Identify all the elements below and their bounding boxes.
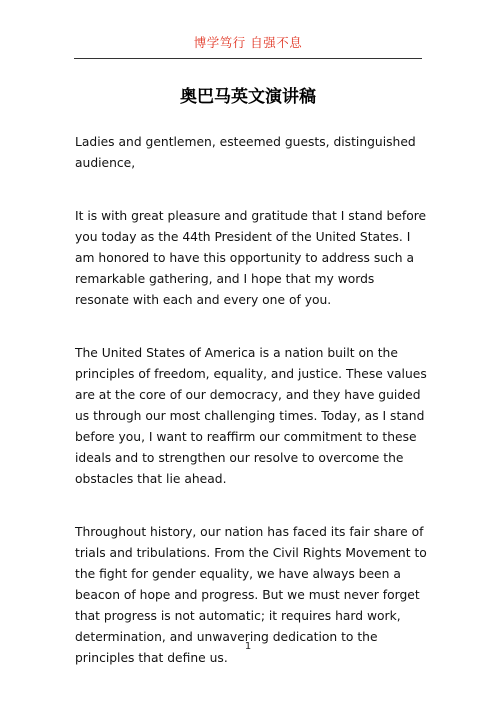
paragraph-values: The United States of America is a nation built on the principles of freedom, equality, and justice. These values are at the core of our democracy, and they have guided us through our most challenging times. Today, as I stand before you, I want to reaffirm our commitment to these ideals and to strengthen our resolve to overcome the obstacles that lie ahead. (75, 346, 427, 486)
paragraph-introduction: It is with great pleasure and gratitude that I stand before you today as the 44th President of the United States. I am honored to have this opportunity to address such a remarkable gathering, and I hope that my words resonate with each and every one of you. (75, 209, 427, 307)
paragraph-history: Throughout history, our nation has faced its fair share of trials and tribulations. From the Civil Rights Movement to the fight for gender equality, we have always been a beacon of hope and progress. But we must never forget that progress is not automatic; it requires hard work, determination, and unwavering dedication to the principles that define us. (75, 525, 427, 665)
header-divider (74, 58, 422, 59)
paragraph-greeting: Ladies and gentlemen, esteemed guests, distinguished audience, (75, 135, 416, 170)
page-number: 1 (244, 641, 252, 652)
document-title: 奥巴马英文演讲稿 (180, 87, 316, 107)
page-header-motto: 博学笃行 自强不息 (193, 35, 303, 50)
document-body (75, 132, 427, 701)
